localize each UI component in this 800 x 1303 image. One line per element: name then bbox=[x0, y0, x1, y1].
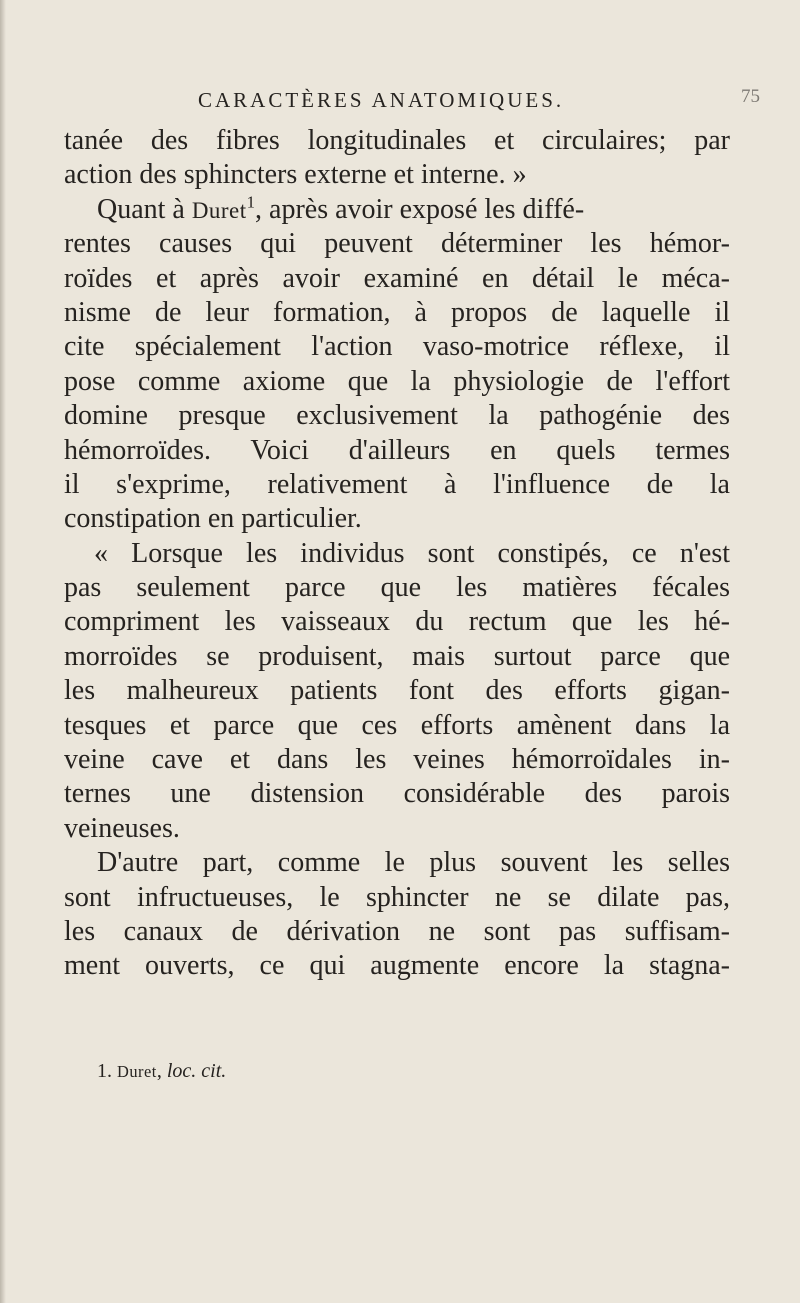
text-line: pose comme axiome que la physiologie de l'effort bbox=[64, 365, 730, 397]
author-name: Duret bbox=[191, 197, 247, 223]
text-line: hémorroïdes. Voici d'ailleurs en quels termes bbox=[64, 434, 730, 466]
text-line: action des sphincters externe et interne. » bbox=[64, 159, 527, 191]
page-edge-shadow bbox=[0, 0, 6, 1303]
footnote-reference: 1 bbox=[246, 192, 256, 212]
text-line: domine presque exclusivement la pathogénie des bbox=[64, 400, 730, 432]
text-line: rentes causes qui peuvent déterminer les hémor- bbox=[64, 228, 730, 260]
text-line: tanée des fibres longitudinales et circulaires; par bbox=[64, 125, 730, 156]
text-line: constipation en particulier. bbox=[64, 503, 362, 535]
text-line: morroïdes se produisent, mais surtout parce que bbox=[64, 640, 730, 672]
text-line: roïdes et après avoir examiné en détail le méca- bbox=[64, 262, 730, 294]
text-line: veineuses. bbox=[64, 812, 180, 844]
text-line: les canaux de dérivation ne sont pas suffisam- bbox=[64, 915, 730, 947]
footnote bbox=[97, 1060, 226, 1083]
footnote-citation: loc. cit. bbox=[166, 1060, 227, 1082]
text-fragment: , après avoir exposé les diffé- bbox=[255, 193, 585, 225]
text-line: il s'exprime, relativement à l'influence de la bbox=[64, 468, 730, 500]
text-line: nisme de leur formation, à propos de laquelle il bbox=[64, 296, 730, 328]
footnote-number: 1. bbox=[97, 1060, 117, 1082]
text-line: sont infructueuses, le sphincter ne se dilate pas, bbox=[64, 881, 730, 913]
text-line: D'autre part, comme le plus souvent les selles bbox=[97, 847, 730, 879]
text-line: ternes une distension considérable des parois bbox=[64, 778, 730, 810]
text-line: compriment les vaisseaux du rectum que les hé- bbox=[64, 606, 730, 638]
text-line: tesques et parce que ces efforts amènent dans la bbox=[64, 709, 730, 741]
body-text bbox=[64, 124, 730, 984]
footnote-separator: , bbox=[156, 1060, 167, 1082]
text-line: pas seulement parce que les matières fécales bbox=[64, 572, 730, 604]
text-line: ment ouverts, ce qui augmente encore la stagna- bbox=[64, 950, 730, 982]
running-head: CARACTÈRES ANATOMIQUES. bbox=[198, 88, 565, 112]
text-line bbox=[64, 193, 730, 227]
page-header bbox=[0, 88, 800, 118]
footnote-author: Duret bbox=[117, 1062, 157, 1081]
page-number: 75 bbox=[741, 86, 760, 107]
text-line: veine cave et dans les veines hémorroïdales in- bbox=[64, 744, 730, 776]
text-fragment: Quant à bbox=[97, 193, 192, 225]
text-line: les malheureux patients font des efforts gigan- bbox=[64, 675, 730, 707]
text-line: « Lorsque les individus sont constipés, ce n'est bbox=[94, 537, 730, 569]
text-line: cite spécialement l'action vaso-motrice réflexe, il bbox=[64, 331, 730, 363]
